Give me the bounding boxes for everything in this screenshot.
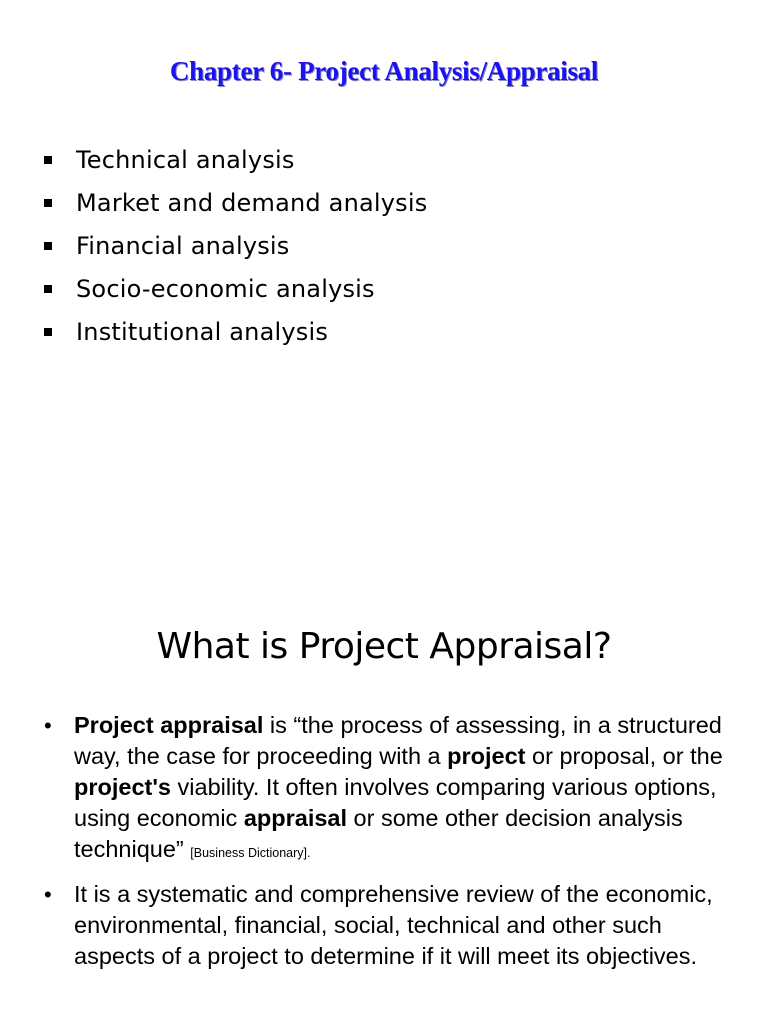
list-item bbox=[44, 138, 427, 181]
citation: [Business Dictionary]. bbox=[190, 846, 311, 860]
text-run: viability. It often involves comparing various options, using economic bbox=[74, 774, 717, 831]
review-bullet bbox=[44, 879, 724, 972]
square-bullet-icon bbox=[44, 199, 52, 207]
list-item-label: Market and demand analysis bbox=[76, 188, 428, 217]
bold-term: project's bbox=[74, 774, 172, 800]
list-item bbox=[44, 181, 427, 224]
list-item-label: Financial analysis bbox=[76, 231, 290, 260]
definition-bullet bbox=[44, 710, 724, 869]
list-item-label: Institutional analysis bbox=[76, 317, 329, 346]
square-bullet-icon bbox=[44, 285, 52, 293]
slide-body bbox=[44, 710, 724, 982]
text-run: or proposal, or the bbox=[525, 743, 723, 769]
square-bullet-icon bbox=[44, 156, 52, 164]
square-bullet-icon bbox=[44, 328, 52, 336]
slide-what-is-appraisal bbox=[0, 590, 768, 1024]
bold-term: appraisal bbox=[243, 805, 348, 831]
bullet-dot-icon: • bbox=[44, 713, 52, 738]
text-run: or some other decision analysis technique” bbox=[74, 805, 683, 862]
slide-title: What is Project Appraisal? bbox=[156, 626, 612, 667]
list-item bbox=[44, 224, 427, 267]
bold-term: Project appraisal bbox=[74, 712, 264, 738]
review-text: It is a systematic and comprehensive review of the economic, environmental, financial, social, technical and other such aspects of a project to determine if it will meet its objectives. bbox=[74, 881, 713, 969]
text-run: is “the process of assessing, in a structured way, the case for proceeding with a bbox=[74, 712, 722, 769]
square-bullet-icon bbox=[44, 242, 52, 250]
chapter-title: Chapter 6- Project Analysis/Appraisal bbox=[169, 56, 599, 86]
list-item-label: Technical analysis bbox=[76, 145, 295, 174]
bold-term: project bbox=[447, 743, 526, 769]
analysis-list bbox=[44, 138, 427, 353]
list-item bbox=[44, 267, 427, 310]
list-item-label: Socio-economic analysis bbox=[76, 274, 375, 303]
bullet-dot-icon: • bbox=[44, 882, 52, 907]
list-item bbox=[44, 310, 427, 353]
definition-text bbox=[74, 710, 724, 869]
